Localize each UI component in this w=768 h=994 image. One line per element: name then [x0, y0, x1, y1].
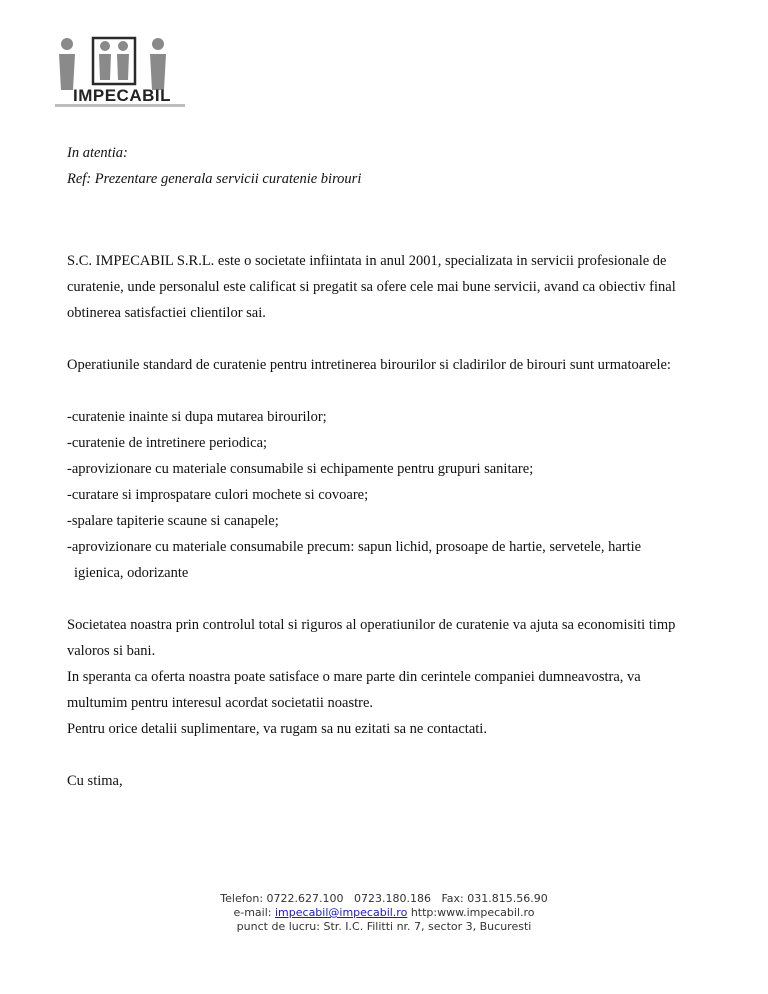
list-item: -aprovizionare cu materiale consumabile si echipamente pentru grupuri sanitare;	[67, 461, 534, 477]
closing-line: valoros si bani.	[67, 643, 156, 659]
intro-paragraph	[67, 248, 717, 326]
signoff: Cu stima,	[67, 773, 123, 789]
attention-line: In atentia:	[67, 145, 128, 161]
email-label: e-mail:	[233, 906, 272, 919]
footer-phone: Telefon: 0722.627.100 0723.180.186 Fax: 031.815.56.90	[220, 892, 548, 905]
list-item: -spalare tapiterie scaune si canapele;	[67, 513, 279, 529]
closing-line: Societatea noastra prin controlul total si riguros al operatiunilor de curatenie va ajuta sa economisiti timp	[67, 617, 676, 633]
letter-body	[67, 140, 717, 794]
company-logo	[55, 30, 195, 110]
footer-address: punct de lucru: Str. I.C. Filitti nr. 7, sector 3, Bucuresti	[236, 920, 532, 933]
closing-line: In speranta ca oferta noastra poate satisface o mare parte din cerintele companiei dumneavostra, va	[67, 669, 641, 685]
intro-line: curatenie, unde personalul este calificat si pregatit sa ofere cele mai bune servicii, avand ca obiectiv final	[67, 279, 676, 295]
list-item: -curatenie de intretinere periodica;	[67, 435, 268, 451]
footer-contact	[0, 906, 768, 920]
operations-list	[67, 404, 717, 586]
website-text: http:www.impecabil.ro	[410, 906, 535, 919]
closing-line: multumim pentru interesul acordat societatii noastre.	[67, 695, 374, 711]
list-item: -aprovizionare cu materiale consumabile precum: sapun lichid, prosoape de hartie, servetele, hartie	[67, 539, 642, 555]
letter-footer	[0, 892, 768, 934]
intro-line: S.C. IMPECABIL S.R.L. este o societate infiintata in anul 2001, specializata in servicii profesionale de	[67, 253, 667, 269]
closing-paragraph	[67, 612, 717, 742]
closing-line: Pentru orice detalii suplimentare, va rugam sa nu ezitati sa ne contactati.	[67, 721, 487, 737]
list-item: -curatare si improspatare culori mochete si covoare;	[67, 487, 369, 503]
intro-line: obtinerea satisfactiei clientilor sai.	[67, 305, 266, 321]
logo-wordmark: IMPECABIL	[73, 86, 171, 105]
operations-intro: Operatiunile standard de curatenie pentru intretinerea birourilor si cladirilor de birouri sunt urmatoarele:	[67, 357, 671, 373]
email-link[interactable]: impecabil@impecabil.ro	[275, 906, 408, 919]
reference-line: Ref: Prezentare generala servicii curatenie birouri	[67, 171, 362, 187]
list-item: -curatenie inainte si dupa mutarea birourilor;	[67, 409, 327, 425]
list-item: igienica, odorizante	[74, 565, 189, 581]
